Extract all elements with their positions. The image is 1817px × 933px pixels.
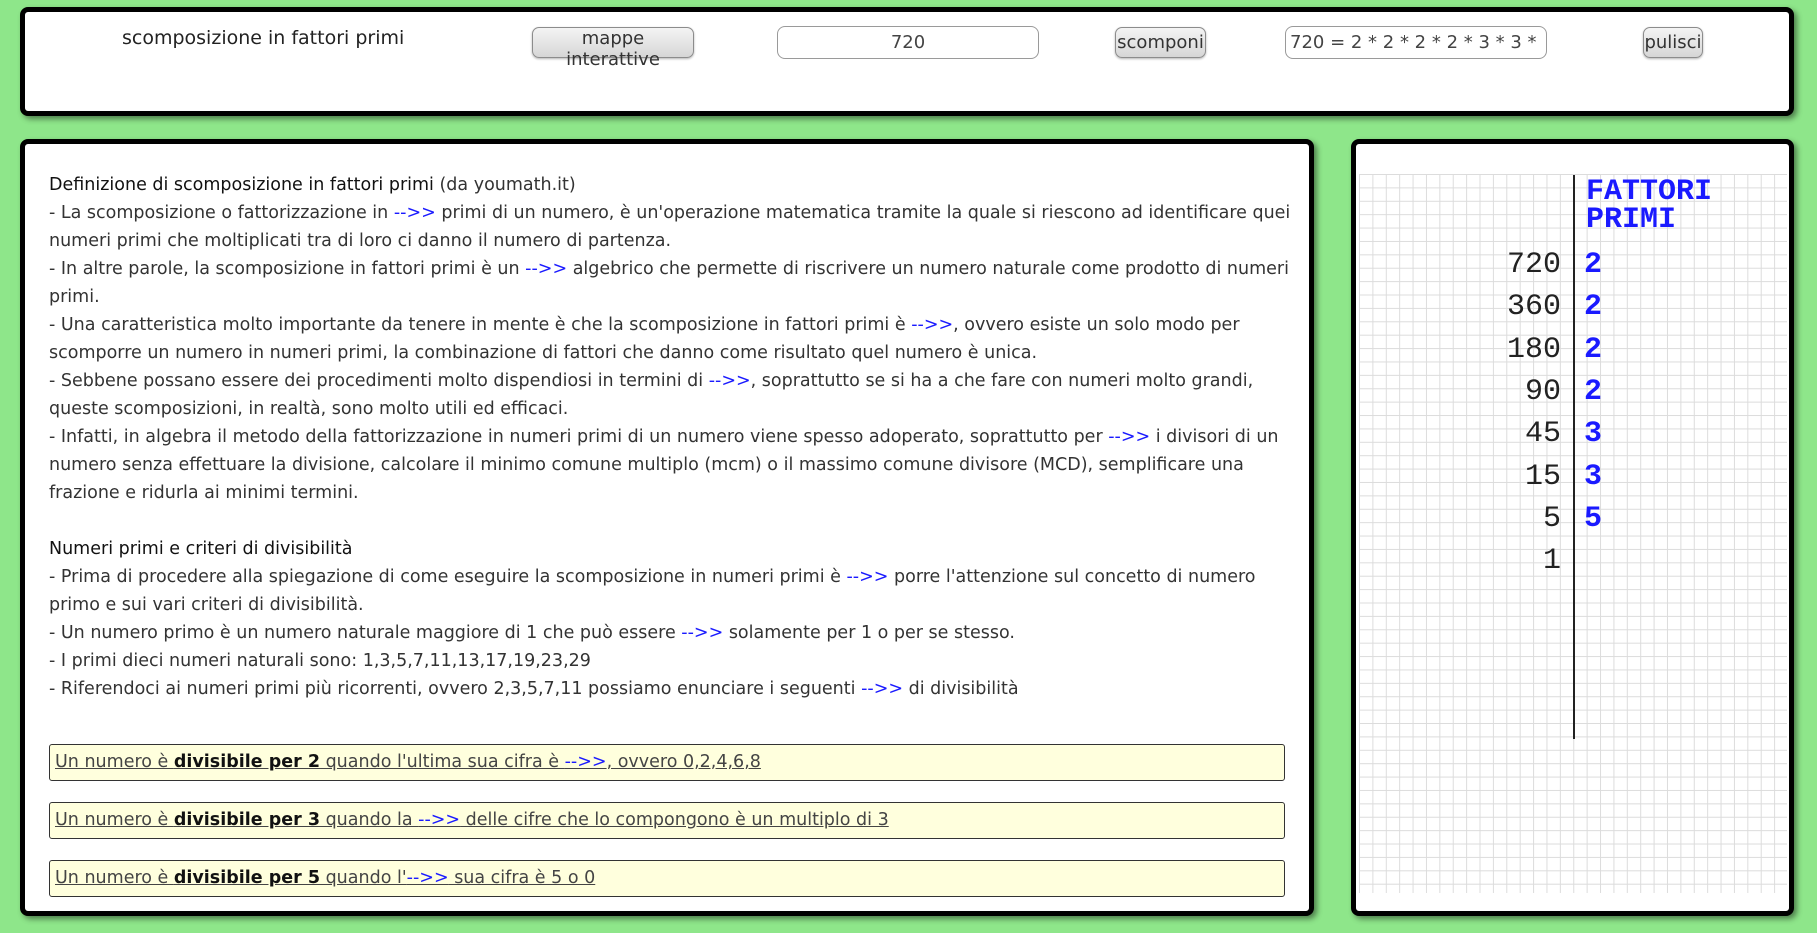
pulisci-button[interactable]: pulisci xyxy=(1643,27,1703,58)
dividend-value: 90 xyxy=(1524,374,1561,409)
text: quando l'ultima sua cifra è xyxy=(320,752,565,772)
arrow-link[interactable]: -->> xyxy=(418,810,461,830)
text: Un numero è xyxy=(55,810,174,830)
dividend-value: 180 xyxy=(1506,332,1561,367)
prime-factor: 2 xyxy=(1584,290,1603,325)
dividend-value: 360 xyxy=(1506,290,1561,325)
arrow-link[interactable]: -->> xyxy=(911,315,954,335)
arrow-link[interactable]: -->> xyxy=(525,259,568,279)
toolbar-panel xyxy=(20,7,1794,116)
prime-factor: 5 xyxy=(1584,501,1603,536)
text: solamente per 1 o per se stesso. xyxy=(723,623,1015,643)
division-line xyxy=(1573,175,1575,739)
arrow-link[interactable]: -->> xyxy=(861,679,904,699)
text: quando l' xyxy=(320,868,407,888)
result-field[interactable] xyxy=(1285,26,1547,59)
rule-emphasis: divisibile per 5 xyxy=(173,868,321,888)
text: - Sebbene possano essere dei procedimenti molto dispendiosi in termini di xyxy=(49,371,709,391)
page-title: scomposizione in fattori primi xyxy=(122,27,405,49)
text: - In altre parole, la scomposizione in fattori primi è un xyxy=(49,259,526,279)
text: i divisori di un numero senza effettuare la divisione, calcolare il minimo comune multiplo (mcm) o il massimo comune divisore (MCD), semplificare una frazione e ridurla ai minimi termini. xyxy=(49,427,1279,503)
paragraph-2 xyxy=(49,255,1294,311)
arrow-link[interactable]: -->> xyxy=(406,868,449,888)
rule-divisible-3[interactable] xyxy=(49,802,1285,839)
scomponi-button[interactable]: scomponi xyxy=(1115,27,1206,58)
rule-divisible-2[interactable] xyxy=(49,744,1285,781)
arrow-link[interactable]: -->> xyxy=(564,752,607,772)
dividend-value: 1 xyxy=(1542,544,1561,579)
text: , ovvero esiste un solo modo per scomporre un numero in numeri primi, la combinazione di fattori che danno come risultato quel numero è unica. xyxy=(49,315,1240,363)
text: quando la xyxy=(320,810,419,830)
text: porre l'attenzione sul concetto di numero primo e sui vari criteri di divisibilità. xyxy=(49,567,1256,615)
prime-factor: 2 xyxy=(1584,374,1603,409)
prime-factor: 3 xyxy=(1584,417,1603,452)
arrow-link[interactable]: -->> xyxy=(1108,427,1151,447)
text: Un numero è xyxy=(55,752,174,772)
article-panel xyxy=(20,139,1314,916)
text: - Prima di procedere alla spiegazione di come eseguire la scomposizione in numeri primi è xyxy=(49,567,847,587)
arrow-link[interactable]: -->> xyxy=(846,567,889,587)
paragraph-7 xyxy=(49,619,1294,647)
factor-table-title xyxy=(1586,175,1776,237)
text: Un numero è xyxy=(55,868,174,888)
factor-table-panel xyxy=(1351,139,1794,916)
paragraph-5 xyxy=(49,423,1294,507)
text: sua cifra è 5 o 0 xyxy=(448,868,596,888)
rule-emphasis: divisibile per 2 xyxy=(173,752,321,772)
title-line: FATTORI xyxy=(1586,175,1713,209)
definition-source: (da youmath.it) xyxy=(433,175,576,195)
paragraph-6 xyxy=(49,563,1294,619)
text: di divisibilità xyxy=(903,679,1019,699)
paragraph-4 xyxy=(49,367,1294,423)
dividend-value: 5 xyxy=(1542,501,1561,536)
criteria-heading: Numeri primi e criteri di divisibilità xyxy=(49,539,353,559)
mappe-interattive-button[interactable]: mappe interattive xyxy=(532,27,694,58)
dividend-value: 45 xyxy=(1524,417,1561,452)
text: , soprattutto se si ha a che fare con numeri molto grandi, queste scomposizioni, in realtà, sono molto utili ed efficaci. xyxy=(49,371,1254,419)
text: - Infatti, in algebra il metodo della fattorizzazione in numeri primi di un numero viene spesso adoperato, soprattutto per xyxy=(49,427,1109,447)
text: - Riferendoci ai numeri primi più ricorrenti, ovvero 2,3,5,7,11 possiamo enunciare i seguenti xyxy=(49,679,862,699)
arrow-link[interactable]: -->> xyxy=(708,371,751,391)
paragraph-9 xyxy=(49,675,1294,703)
dividend-value: 720 xyxy=(1506,248,1561,282)
article-content xyxy=(49,171,1294,703)
definition-heading: Definizione di scomposizione in fattori primi xyxy=(49,175,434,195)
prime-factor: 2 xyxy=(1584,332,1603,367)
dividend-value: 15 xyxy=(1524,459,1561,494)
text: - La scomposizione o fattorizzazione in xyxy=(49,203,394,223)
spacer xyxy=(49,507,1294,535)
text: primi di un numero, è un'operazione matematica tramite la quale si riescono ad identificare quei numeri primi che moltiplicati tra di loro ci danno il numero di partenza. xyxy=(49,203,1291,251)
paragraph-1 xyxy=(49,199,1294,255)
divisibility-rules xyxy=(49,744,1285,918)
title-line: PRIMI xyxy=(1586,203,1677,237)
paragraph-3 xyxy=(49,311,1294,367)
definition-heading-line xyxy=(49,171,1294,199)
paragraph-8: - I primi dieci numeri naturali sono: 1,3,5,7,11,13,17,19,23,29 xyxy=(49,651,591,671)
text: - Una caratteristica molto importante da tenere in mente è che la scomposizione in fattori primi è xyxy=(49,315,912,335)
prime-factor: 2 xyxy=(1584,248,1603,282)
arrow-link[interactable]: -->> xyxy=(393,203,436,223)
text: delle cifre che lo compongono è un multiplo di 3 xyxy=(460,810,889,830)
number-input[interactable] xyxy=(777,26,1039,59)
rule-emphasis: divisibile per 3 xyxy=(173,810,321,830)
text: - Un numero primo è un numero naturale maggiore di 1 che può essere xyxy=(49,623,682,643)
rule-divisible-5[interactable] xyxy=(49,860,1285,897)
prime-factor: 3 xyxy=(1584,459,1603,494)
arrow-link[interactable]: -->> xyxy=(681,623,724,643)
text: algebrico che permette di riscrivere un numero naturale come prodotto di numeri primi. xyxy=(49,259,1289,307)
text: , ovvero 0,2,4,6,8 xyxy=(606,752,761,772)
